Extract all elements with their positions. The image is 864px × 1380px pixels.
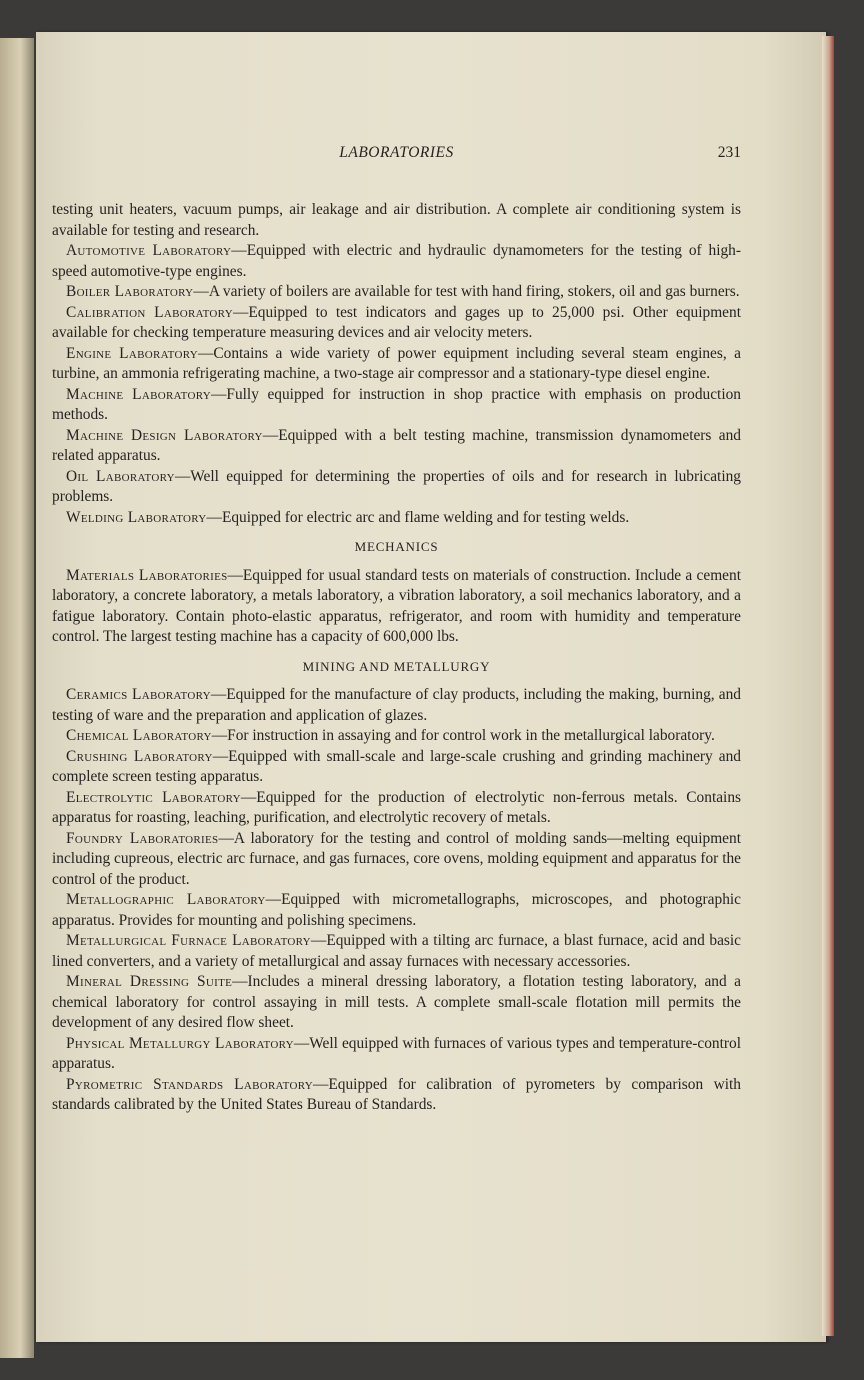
page-body: [52, 200, 741, 1116]
mechanics-labs-list: [52, 566, 741, 648]
running-head: [52, 144, 741, 166]
lab-description: —Equipped for usual standard tests on materials of construction. Include a cement laboratory, a concrete laboratory, a metals laboratory, a vibration laboratory, a soil mechanics laboratory, and a fatigue laboratory. Contain photo-elastic apparatus, refrigerator, and room with humidity and temperature control. The largest testing machine has a capacity of 600,000 lbs.: [52, 566, 741, 645]
lab-name: Crushing Laboratory: [66, 747, 213, 765]
lab-name: Physical Metallurgy Laboratory: [66, 1034, 294, 1052]
page-number: 231: [717, 144, 741, 161]
lab-entry: [52, 385, 741, 426]
lab-description: —Equipped with micrometallographs, microscopes, and photographic apparatus. Provides for mounting and polishing specimens.: [52, 891, 741, 929]
lab-name: Oil Laboratory: [66, 467, 175, 485]
lab-name: Engine Laboratory: [66, 344, 198, 362]
section-heading-mechanics: MECHANICS: [354, 539, 439, 554]
lab-description: —Equipped for electric arc and flame welding and for testing welds.: [206, 508, 630, 526]
lab-description: —Contains a wide variety of power equipment including several steam engines, a turbine, an ammonia refrigerating machine, a two-stage air compressor and a stationary-type diesel engine.: [52, 344, 741, 382]
lab-entry: [52, 972, 741, 1034]
previous-page-edge: [0, 38, 34, 1358]
lab-name: Machine Laboratory: [66, 385, 212, 403]
mining-labs-list: [52, 685, 741, 1116]
lab-entry: [52, 1034, 741, 1075]
lab-description: —A variety of boilers are available for test with hand firing, stokers, oil and gas burners.: [193, 283, 740, 300]
lab-entry: [52, 566, 741, 648]
lab-name: Metallurgical Furnace Laboratory: [66, 932, 311, 949]
lab-name: Calibration Laboratory: [66, 303, 233, 321]
lab-description: —Equipped with a belt testing machine, transmission dynamometers and related apparatus.: [52, 426, 741, 464]
lab-entry: [52, 241, 741, 282]
lab-entry: [52, 1075, 741, 1116]
lab-entry: [52, 467, 741, 508]
lab-name: Mineral Dressing Suite: [66, 973, 233, 990]
running-title: LABORATORIES: [339, 144, 454, 161]
lab-description: —Well equipped for determining the properties of oils and for research in lubricating problems.: [52, 467, 741, 505]
lab-description: —Equipped with electric and hydraulic dynamometers for the testing of high-speed automotive-type engines.: [52, 242, 741, 280]
engineering-labs-list: [52, 241, 741, 528]
lab-description: —A laboratory for the testing and control of molding sands—melting equipment including cupreous, electric arc furnace, and gas furnaces, core ovens, molding equipment and apparatus for the control of the product.: [52, 829, 741, 888]
lab-entry: [52, 426, 741, 467]
lab-name: Electrolytic Laboratory: [66, 788, 241, 806]
lab-entry: [52, 282, 741, 303]
lab-name: Automotive Laboratory: [66, 242, 232, 259]
intro-paragraph: testing unit heaters, vacuum pumps, air leakage and air distribution. A complete air conditioning system is available for testing and research.: [52, 201, 741, 239]
lab-entry: [52, 726, 741, 747]
lab-entry: [52, 890, 741, 931]
lab-entry: [52, 829, 741, 891]
lab-description: —Equipped with small-scale and large-scale crushing and grinding machinery and complete screen testing apparatus.: [52, 747, 741, 785]
book-page: [36, 32, 826, 1342]
lab-entry: [52, 747, 741, 788]
lab-description: —For instruction in assaying and for control work in the metallurgical laboratory.: [211, 727, 715, 744]
lab-entry: [52, 931, 741, 972]
page-fore-edge: [822, 36, 834, 1336]
lab-name: Foundry Laboratories: [66, 829, 219, 847]
lab-description: —Includes a mineral dressing laboratory, a flotation testing laboratory, and a chemical laboratory for control assaying in mill tests. A complete small-scale flotation mill permits the development of any desired flow sheet.: [52, 973, 741, 1031]
lab-description: —Equipped with a tilting arc furnace, a blast furnace, acid and basic lined converters, and a variety of metallurgical and assay furnaces with necessary accessories.: [52, 932, 741, 970]
lab-name: Materials Laboratories: [66, 566, 228, 584]
lab-name: Ceramics Laboratory: [66, 686, 211, 703]
lab-name: Welding Laboratory: [66, 508, 207, 526]
lab-name: Chemical Laboratory: [66, 727, 212, 744]
lab-entry: [52, 788, 741, 829]
lab-description: —Equipped for the production of electrolytic non-ferrous metals. Contains apparatus for roasting, leaching, purification, and electrolytic recovery of metals.: [52, 788, 742, 826]
lab-name: Boiler Laboratory: [66, 283, 194, 300]
section-heading-mining: MINING AND METALLURGY: [302, 658, 491, 674]
lab-name: Machine Design Laboratory: [66, 426, 263, 444]
lab-description: —Well equipped with furnaces of various types and temperature-control apparatus.: [52, 1034, 741, 1072]
lab-entry: [52, 303, 741, 344]
lab-name: Metallographic Laboratory: [66, 891, 266, 908]
lab-name: Pyrometric Standards Laboratory: [66, 1075, 313, 1093]
lab-entry: [52, 508, 741, 529]
lab-description: —Equipped for calibration of pyrometers by comparison with standards calibrated by the United States Bureau of Standards.: [52, 1075, 742, 1113]
lab-description: —Equipped for the manufacture of clay products, including the making, burning, and testing of ware and the preparation and application of glazes.: [52, 686, 741, 724]
lab-entry: [52, 685, 741, 726]
lab-description: —Equipped to test indicators and gages up to 25,000 psi. Other equipment available for checking temperature measuring devices and air velocity meters.: [52, 303, 741, 341]
lab-description: —Fully equipped for instruction in shop practice with emphasis on production methods.: [52, 385, 741, 423]
lab-entry: [52, 344, 741, 385]
